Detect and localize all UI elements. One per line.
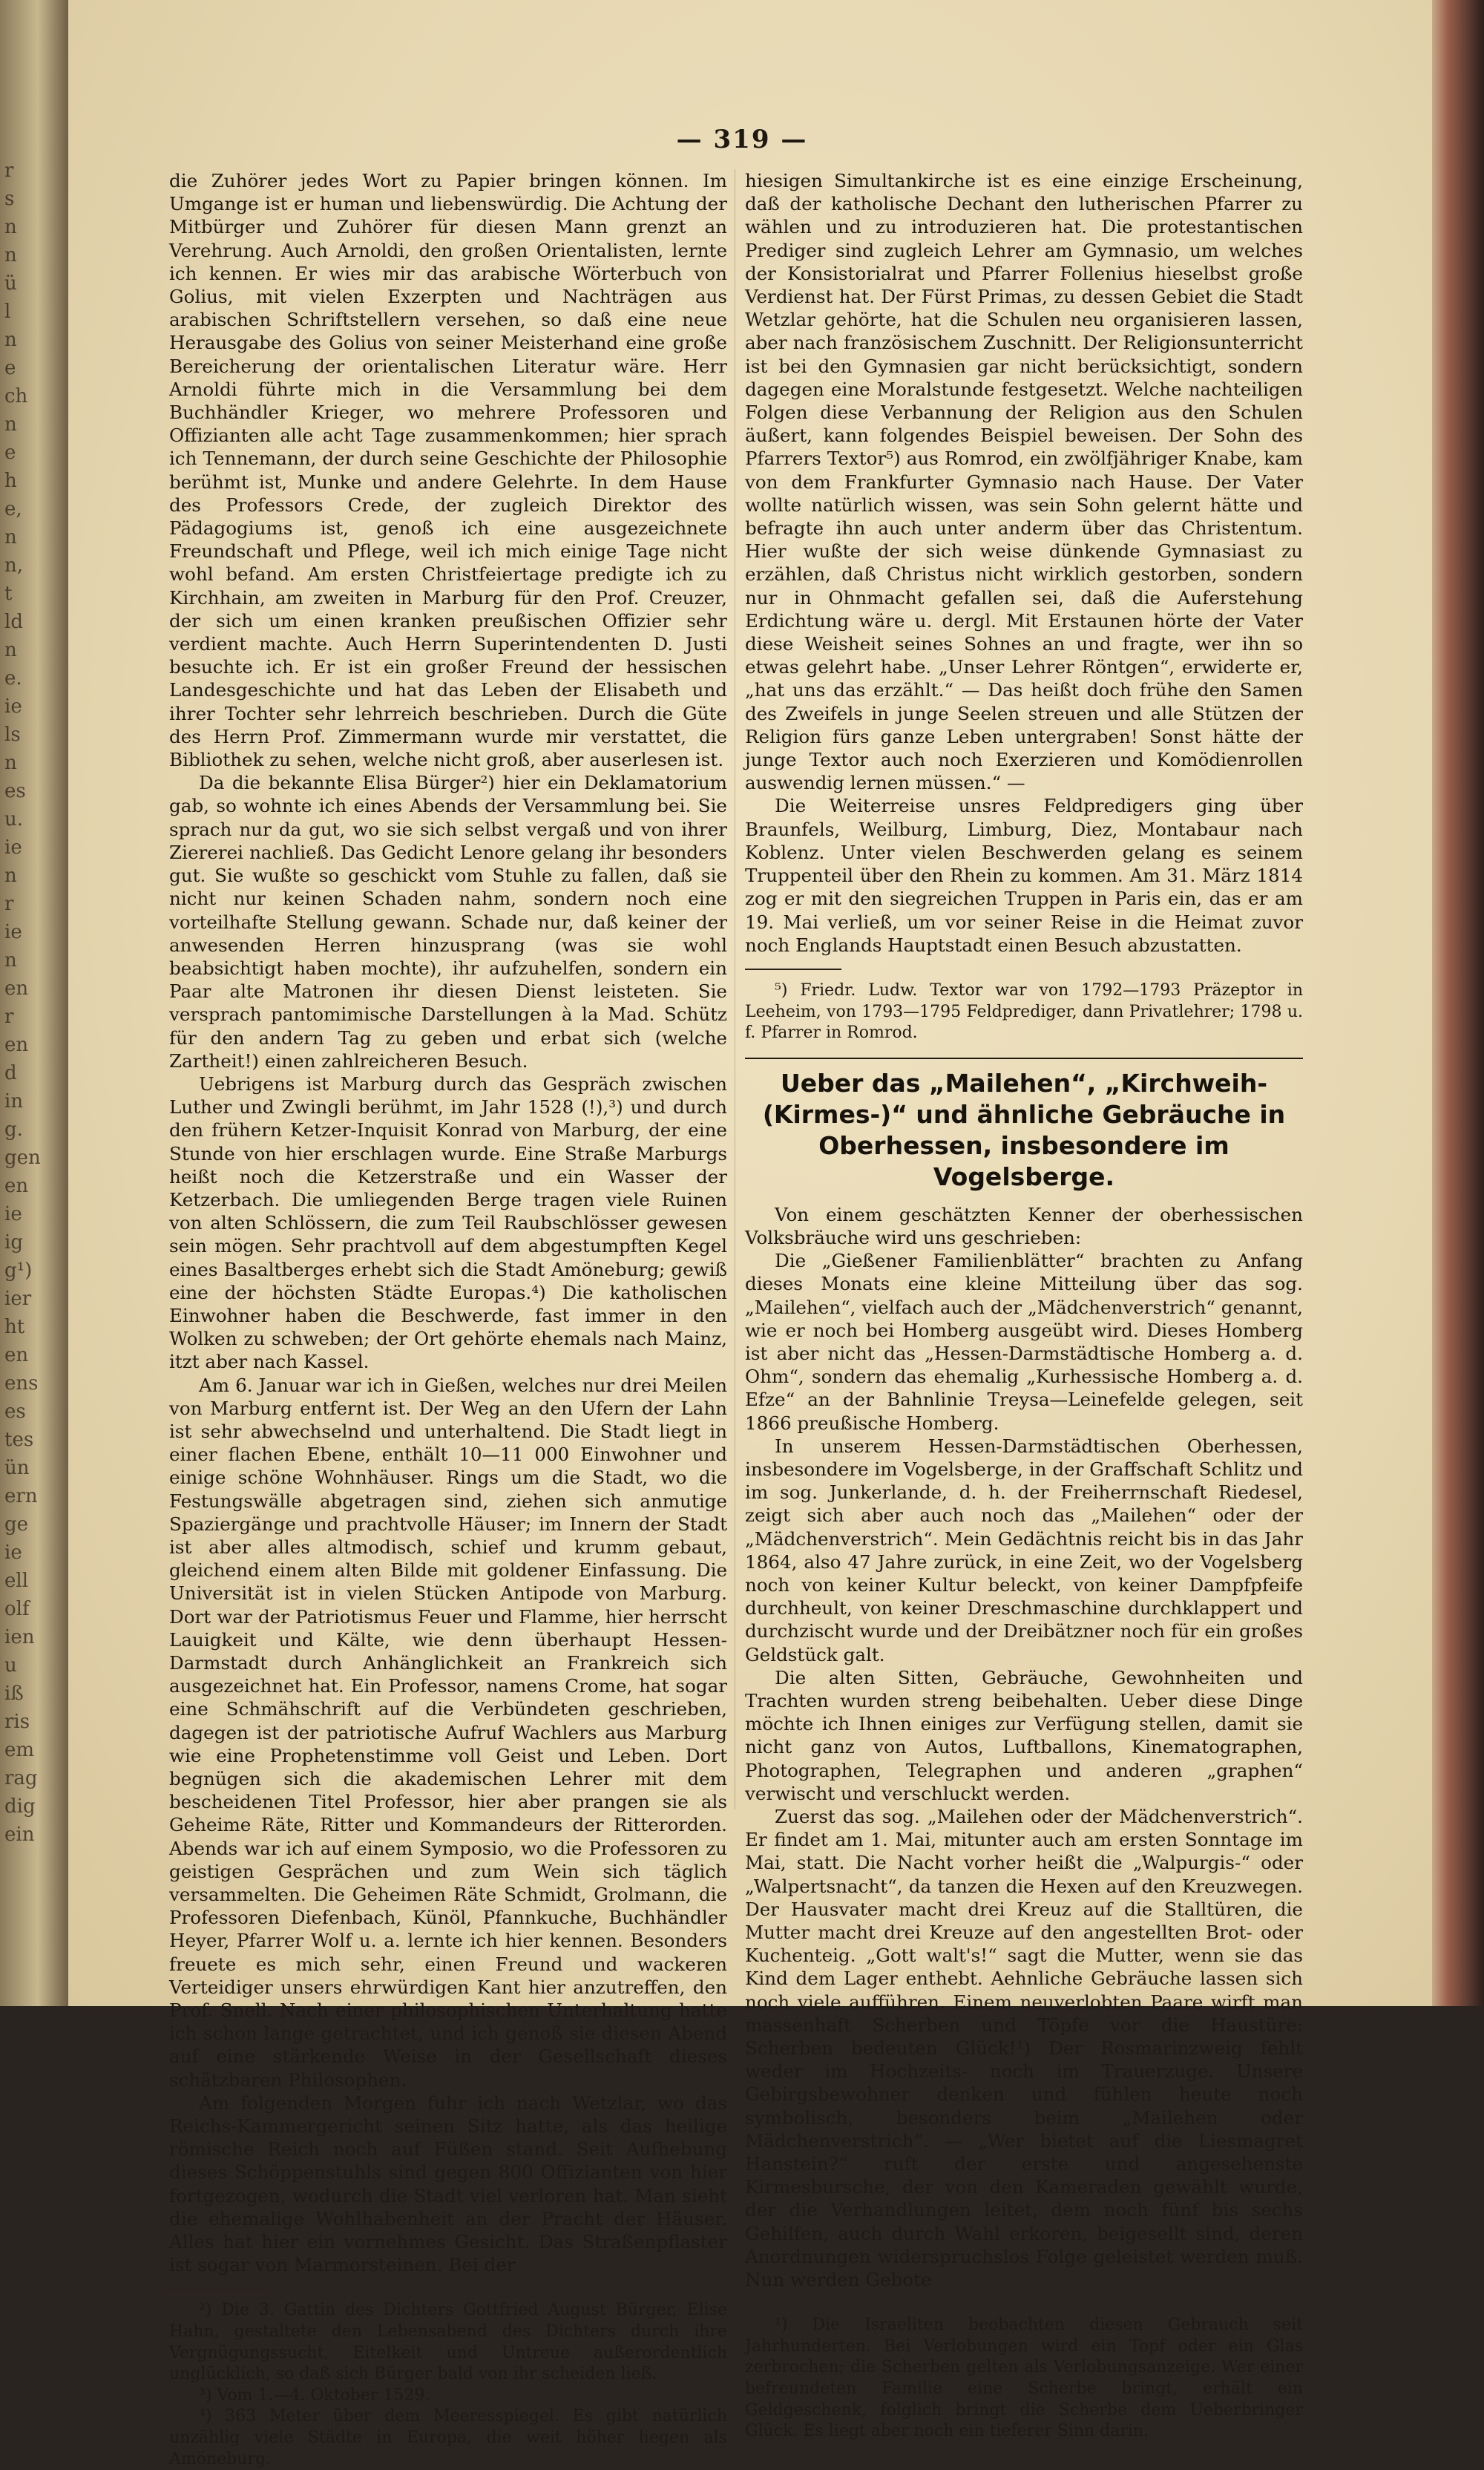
previous-page-fragment: in [4,1090,24,1113]
previous-page-fragment: e, [4,498,22,520]
previous-page-fragment: ell [4,1570,29,1592]
previous-page-fragment: ens [4,1372,39,1395]
previous-page-fragment: n [4,949,17,972]
previous-page-fragment: e. [4,667,22,689]
footnote-rule [745,2303,841,2304]
right-column [745,169,1303,2443]
previous-page-fragment: r [4,893,14,915]
left-column [169,169,727,2470]
previous-page-edge [0,0,68,2006]
footnote: ²) Die 3. Gattin des Dichters Gottfried August Bürger, Elise Hahn, gestaltete den Lebensabend des Dichters durch ihre Vergnügungssucht, Eitelkeit und Untreue außerordentlich unglücklich, so daß sich Bürger bald von ihr scheiden ließ. [169,2301,727,2384]
paragraph: Von einem geschätzten Kenner der oberhessischen Volksbräuche wird uns geschrieben: [745,1203,1303,1248]
previous-page-fragment: n [4,216,17,238]
paragraph: In unserem Hessen-Darmstädtischen Oberhessen, insbesondere im Vogelsberge, in der Graffschaft Schlitz und im sog. Junkerlande, d. h. der Freiherrnschaft Riedesel, zeigt sich aber auch noch das „Mailehen“ oder der „Mädchenverstrich“. Mein Gedächtnis reicht bis in das Jahr 1864, also 47 Jahre zurück, in eine Zeit, wo der Vogelsberg noch von keiner Kultur beleckt, von keiner Dampfpfeife durchheult, von keiner Dreschmaschine durchklappert und durchzischt wurde und der Dreibätzner noch für ein großes Geldstück galt. [745,1435,1303,1665]
book-spine [1432,0,1484,2006]
previous-page-fragment: tes [4,1429,34,1451]
page-number: — 319 — [676,125,808,154]
paragraph: Die alten Sitten, Gebräuche, Gewohnheiten und Trachten wurden streng beibehalten. Ueber diese Dinge möchte ich Ihnen einiges zur Verfügung stellen, damit sie nicht ganz von Autos, Luftballons, Kinematographen, Photographen, Telegraphen und anderen „graphen“ verwischt und verschluckt werden. [745,1666,1303,1804]
previous-page-fragment: ün [4,1457,30,1479]
previous-page-fragment: n [4,526,17,548]
previous-page-fragment: u [4,1654,17,1677]
previous-page-fragment: e [4,357,16,379]
previous-page-fragment: em [4,1739,35,1761]
previous-page-fragment: n [4,752,17,774]
previous-page-fragment: ie [4,695,22,718]
paragraph: die Zuhörer jedes Wort zu Papier bringen können. Im Umgange ist er human und liebenswürdig. Die Achtung der Mitbürger und Zuhörer für diesen Mann grenzt an Verehrung. Auch Arnoldi, den großen Orientalisten, lernte ich kennen. Er wies mir das arabische Wörterbuch von Golius, mit vielen Exzerpten und Nachträgen aus arabischen Schriftstellern versehen, so daß eine neue Herausgabe des Golius von seiner Meisterhand eine große Bereicherung der orientalischen Literatur wäre. Herr Arnoldi führte mich in die Versammlung bei dem Buchhändler Krieger, wo mehrere Professoren und Offizianten alle acht Tage zusammenkommen; hier sprach ich Tennemann, der durch seine Geschichte der Philosophie berühmt ist, Munke und andere Gelehrte. In dem Hause des Professors Crede, der zugleich Direktor des Pädagogiums ist, genoß ich eine ausgezeichnete Freundschaft und Pflege, weil ich mich einige Tage nicht wohl befand. Am ersten Christfeiertage predigte ich zu Kirchhain, am zweiten in Marburg für den Prof. Creuzer, der sich um einen kranken preußischen Offizier sehr verdient machte. Auch Herrn Superintendenten D. Justi besuchte ich. Er ist ein großer Freund der hessischen Landesgeschichte und hat das Leben der Elisabeth und ihrer Tochter sehr lehrreich beschrieben. Durch die Güte des Herrn Prof. Zimmermann wurde mir verstattet, die Bibliothek zu sehen, welche nicht groß, aber auserlesen ist. [169,170,727,771]
previous-page-fragment: ü [4,272,17,295]
previous-page-fragment: en [4,1344,29,1366]
previous-page-fragment: ie [4,1542,22,1564]
previous-page-fragment: e [4,442,16,464]
previous-page-fragment: g. [4,1118,23,1141]
previous-page-fragment: t [4,583,13,605]
footnote: ¹) Die Israeliten beobachten diesen Gebrauch seit Jahrhunderten. Bei Verlobungen wird ein Topf oder ein Glas zerbrochen; die Scherben gelten als Verlobungsanzeige. Wer einer befreundeten Familie eine Scherbe bringt, erhält ein Geldgeschenk, folglich bringt die Scherbe dem Ueberbringer Glück. Es liegt aber noch ein tieferer Sinn darin. [745,2316,1303,2441]
previous-page-fragment: r [4,1006,14,1028]
footnote-rule [169,2288,266,2290]
paragraph: Die „Gießener Familienblätter“ brachten zu Anfang dieses Monats eine kleine Mitteilung über das sog. „Mailehen“, vielfach auch der „Mädchenverstrich“ genannt, wie er noch bei Homberg ausgeübt wird. Dieses Homberg ist aber nicht das „Hessen-Darmstädtische Homberg a. d. Ohm“, sondern das ehemalig „Kurhessische Homberg a. d. Efze“ an der Bahnlinie Treysa—Leinefelde gelegen, seit 1866 preußische Homberg. [745,1250,1303,1434]
previous-page-fragment: ier [4,1288,32,1310]
footnotes [745,980,1303,1044]
previous-page-fragment: n [4,244,17,266]
previous-page-fragment: n [4,865,17,887]
previous-page-fragment: ch [4,385,28,407]
previous-page-fragment: ien [4,1626,35,1648]
previous-page-fragment: h [4,470,17,492]
previous-page-fragment: n [4,329,17,351]
footnote-rule [745,969,841,970]
article-heading: Ueber das „Mailehen“, „Kirchweih-(Kirmes-)“ und ähnliche Gebräuche in Oberhessen, insbesondere im Vogelsberge. [762,1068,1286,1191]
footnote: ⁴) 363 Meter über dem Meeresspiegel. Es gibt natürlich unzählig viele Städte in Europa, die weit höher liegen als Amöneburg. [169,2407,727,2469]
previous-page-fragment: es [4,1401,26,1423]
paragraph: Da die bekannte Elisa Bürger²) hier ein Deklamatorium gab, so wohnte ich eines Abends der Versammlung bei. Sie sprach nur da gut, wo sie sich selbst vergaß und von ihrer Ziererei nachließ. Das Gedicht Lenore gelang ihr besonders gut. Sie wußte so geschickt vom Stuhle zu fallen, daß sie nicht nur keinen Schaden nahm, sondern noch eine vorteilhafte Stellung gewann. Schade nur, daß keiner der anwesenden Herren hinzusprang (was sie wohl beabsichtigt haben mochte), ihr aufzuhelfen, sondern ein Paar alte Matronen ihr diesen Dienst leisteten. Sie versprach pantomimische Darstellungen à la Mad. Schütz für den andern Tag zu geben und erbat sich (welche Zartheit!) einen zahlreicheren Besuch. [169,772,727,1072]
previous-page-fragment: iß [4,1683,24,1705]
paragraph: Zuerst das sog. „Mailehen oder der Mädchenverstrich“. Er findet am 1. Mai, mitunter auch am ersten Sonntage im Mai, statt. Die Nacht vorher heißt die „Walpurgis-“ oder „Walpertsnacht“, da tanzen die Hexen auf den Kreuzwegen. Der Hausvater macht drei Kreuz auf die Stalltüren, die Mutter macht drei Kreuze auf den angestellten Brot- oder Kuchenteig. „Gott walt's!“ sagt die Mutter, wenn sie das Kind dem Lager enthebt. Aehnliche Gebräuche lassen sich noch viele aufführen. Einem neuverlobten Paare wirft man massenhaft Scherben und Töpfe vor die Haustüre: Scherben bedeuten Glück!¹) Der Rosmarinzweig fehlt weder im Hochzeits- noch im Trauerzuge. Unsere Gebirgsbewohner denken und fühlen heute noch symbolisch, besonders beim „Mailehen oder Mädchenverstrich“. — „Wer bietet auf die Liesmagret Hanstein?“ ruft der erste und angesehenste Kirmesbursche, der von den Kameraden gewählt wurde, der die Verhandlungen leitet, dem noch fünf bis sechs Gehilfen, auch durch Wahl erkoren, beigesellt sind, deren Anordnungen widerspruchslos Folge geleistet werden muß. Nun werden Gebote [745,1805,1303,2291]
previous-page-fragment: ein [4,1824,35,1846]
paragraph: hiesigen Simultankirche ist es eine einzige Erscheinung, daß der katholische Dechant den lutherischen Pfarrer zu wählen und zu introduzieren hat. Die protestantischen Prediger sind zugleich Lehrer am Gymnasio, um welches der Konsistorialrat und Pfarrer Follenius hieselbst große Verdienst hat. Der Fürst Primas, zu dessen Gebiet die Stadt Wetzlar gehörte, hat die Schulen neu organisieren lassen, aber nach französischem Zuschnitt. Der Religionsunterricht ist bei den Gymnasien gar nicht berücksichtigt, sondern dagegen eine Moralstunde festgesetzt. Welche nachteiligen Folgen diese Verbannung der Religion aus den Schulen äußert, kann folgendes Beispiel beweisen. Der Sohn des Pfarrers Textor⁵) aus Romrod, ein zwölfjähriger Knabe, kam von dem Frankfurter Gymnasio nach Hause. Der Vater wollte natürlich wissen, was sein Sohn gelernt hätte und befragte ihn auch unter anderm über das Christentum. Hier wußte der sich weise dünkende Gymnasiast zu erzählen, daß Christus nicht wirklich gestorben, sondern nur in Ohnmacht gefallen sei, daß die Auferstehung Erdichtung wäre u. dergl. Mit Erstaunen hörte der Vater diese Weisheit seines Sohnes an und fragte, wer ihn so etwas gelehrt habe. „Unser Lehrer Röntgen“, erwiderte er, „hat uns das erzählt.“ — Das heißt doch frühe den Samen des Zweifels in junge Seelen streuen und alle Stützen der Religion fürs ganze Leben untergraben! Sonst hätte der junge Textor auch noch Exerzieren und Komödienrollen auswendig lernen müssen.“ — [745,170,1303,794]
previous-page-fragment: es [4,780,26,802]
previous-page-fragment: n, [4,554,24,577]
previous-page-fragment: u. [4,808,24,831]
previous-page-fragment: rag [4,1767,38,1789]
previous-page-fragment: ls [4,724,21,746]
previous-page-fragment: ern [4,1485,38,1507]
previous-page-fragment: ig [4,1231,23,1254]
previous-page-fragment: n [4,413,17,436]
previous-page-fragment: s [4,188,15,210]
previous-page-fragment: en [4,977,29,1000]
paragraph: Am 6. Januar war ich in Gießen, welches nur drei Meilen von Marburg entfernt ist. Der Weg an den Ufern der Lahn ist sehr abwechselnd und unterhaltend. Die Stadt liegt in einer flachen Ebene, enthält 10—11 000 Einwohner und einige schöne Wohnhäuser. Rings um die Stadt, wo die Festungswälle abgetragen sind, ziehen sich anmutige Spaziergänge und prachtvolle Häuser; im Innern der Stadt ist aber alles altmodisch, schief und krumm gebaut, gleichend einem alten Bilde mit goldener Einfassung. Die Universität ist in vielen Stücken Antipode von Marburg. Dort war der Patriotismus Feuer und Flamme, hier herrscht Lauigkeit und Kälte, wie denn überhaupt Hessen-Darmstadt durch Anhänglichkeit an Frankreich sich ausgezeichnet hat. Ein Professor, namens Crome, hat sogar eine Schmähschrift auf die Verbündeten geschrieben, dagegen ist der patriotische Aufruf Wachlers aus Marburg wie eine Prophetenstimme voll Geist und Leben. Dort begnügen sich die akademischen Lehrer mit dem bescheidenen Titel Professor, hier aber prangen sie als Geheime Räte, Ritter und Kommandeurs der Ritterorden. Abends war ich auf einem Symposio, wo die Professoren zu geistigen Gesprächen und zum Wein sich täglich versammelten. Die Geheimen Räte Schmidt, Grolmann, die Professoren Diefenbach, Künöl, Pfannkuche, Buchhändler Heyer, Pfarrer Wolf u. a. lernte ich hier kennen. Besonders freuete es mich sehr, einen Freund und wackeren Verteidiger unsers ehrwürdigen Kant hier anzutreffen, den Prof. Snell. Nach einer philosophischen Unterhaltung hatte ich schon lange getrachtet, und ich genoß sie diesen Abend auf eine stärkende Weise in der Gesellschaft dieses schätzbaren Philosophen. [169,1374,727,2091]
previous-page-fragment: en [4,1175,29,1197]
previous-page-fragment: ht [4,1316,25,1338]
previous-page-fragment: d [4,1062,17,1084]
footnotes [169,2300,727,2470]
previous-page-fragment: g¹) [4,1259,33,1282]
previous-page-fragment: ris [4,1711,30,1733]
previous-page-fragment: ie [4,1203,22,1225]
paragraph: Uebrigens ist Marburg durch das Gespräch zwischen Luther und Zwingli berühmt, im Jahr 1528 (!),³) und durch den frühern Ketzer-Inquisit Konrad von Marburg, der eine Stunde von hier erschlagen wurde. Eine Straße Marburgs heißt noch die Ketzerstraße und ein Wasser der Ketzerbach. Die umliegenden Berge tragen viele Ruinen von alten Schlössern, die zum Teil Raubschlösser gewesen sein mögen. Sehr prachtvoll auf dem abgestumpften Kegel eines Basaltberges erhebt sich die Stadt Amöneburg; gewiß eine der höchsten Städte Europas.⁴) Die katholischen Einwohner haben die Beschwerde, fast immer in den Wolken zu schweben; der Ort gehörte ehemals nach Mainz, itzt aber nach Kassel. [169,1072,727,1373]
footnotes [745,2315,1303,2443]
previous-page-fragment: l [4,301,11,323]
previous-page-fragment: r [4,160,14,182]
previous-page-fragment: n [4,639,17,661]
previous-page-fragment: gen [4,1147,41,1169]
previous-page-fragment: ge [4,1513,29,1536]
footnote: ³) Vom 1.—4. Oktober 1529. [199,2385,430,2405]
footnote: ⁵) Friedr. Ludw. Textor war von 1792—1793 Präzeptor in Leeheim, von 1793—1795 Feldprediger, dann Privatlehrer; 1798 u. f. Pfarrer in Romrod. [745,980,1303,1043]
previous-page-fragment: ie [4,836,22,859]
previous-page-fragment: olf [4,1598,30,1620]
previous-page-fragment: ld [4,611,23,633]
paragraph: Am folgenden Morgen fuhr ich nach Wetzlar, wo das Reichs-Kammergericht seinen Sitz hatte, als das heilige römische Reich noch auf Füßen stand. Seit Aufhebung dieses Schöppenstuhls sind gegen 800 Offizianten von hier fortgezogen, wodurch die Stadt viel verloren hat. Man sieht die ehemalige Wohlhabenheit an der Pracht der Häuser. Alles hat hier ein vornehmes Gesicht. Das Straßenpflaster ist sogar von Marmorsteinen. Bei der [169,2091,727,2276]
previous-page-fragment: en [4,1034,29,1056]
previous-page-fragment: dig [4,1795,36,1818]
paragraph: Die Weiterreise unsres Feldpredigers ging über Braunfels, Weilburg, Limburg, Diez, Montabaur nach Koblenz. Unter vielen Beschwerden gelang es seinem Truppenteil über den Rhein zu kommen. Am 31. März 1814 zog er mit den siegreichen Truppen in Paris ein, das er am 19. Mai verließ, um vor seiner Reise in die Heimat zuvor noch Englands Hauptstadt einen Besuch abzustatten. [745,795,1303,956]
section-rule [745,1058,1303,1059]
previous-page-fragment: ie [4,921,22,943]
